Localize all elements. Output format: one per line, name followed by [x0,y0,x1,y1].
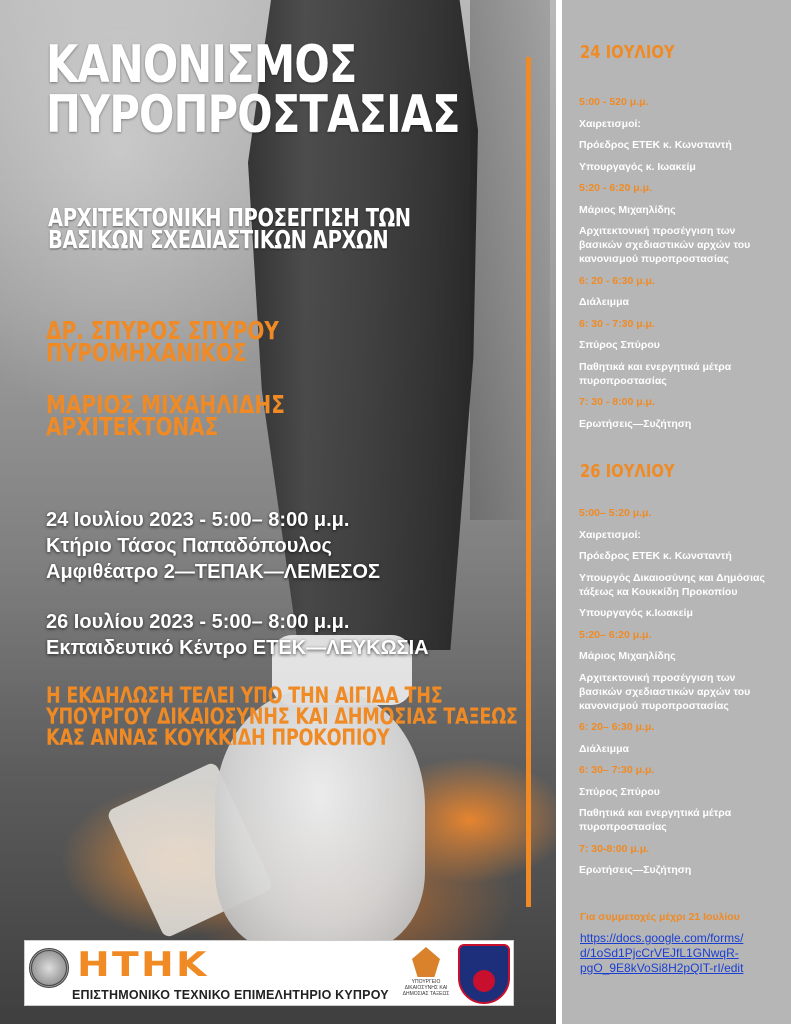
event-1-date: 24 Ιουλίου 2023 - 5:00– 8:00 μ.μ. [46,509,350,531]
schedule-time-slot: 5:00 - 520 μ.μ. [579,96,649,108]
registration-form-link[interactable]: https://docs.google.com/forms/ d/1oSd1PjcCrVEJfL1GNwqR- pgO_9E8kVoSi8H2pQIT-rI/edit [580,931,744,975]
fire-badge-emblem [473,970,495,992]
fire-service-badge-icon [458,944,510,1004]
event-1-building: Κτήριο Τάσος Παπαδόπουλος [46,535,332,557]
day-1-title: 24 ΙΟΥΛΙΟΥ [580,42,675,63]
divider-bar [526,57,531,907]
schedule-item: πυροπροστασίας [579,374,667,387]
schedule-item: Πρόεδρος ΕΤΕΚ κ. Κωνσταντή [579,139,732,151]
event-2-date: 26 Ιουλίου 2023 - 5:00– 8:00 μ.μ. [46,611,350,633]
schedule-item: Ερωτήσεις—Συζήτηση [579,864,692,876]
schedule-item: Υπουργαγός κ. Ιωακείμ [579,160,696,173]
auspice-line-1: Η ΕΚΔΗΛΩΣΗ ΤΕΛΕΙ ΥΠΟ ΤΗΝ ΑΙΓΙΔΑ ΤΗΣ [46,684,443,709]
event-1-details [46,507,380,585]
registration-note: Για συμμετοχές μέχρι 21 Ιουλίου [580,911,740,923]
day-2-title: 26 ΙΟΥΛΙΟΥ [580,461,675,482]
schedule-item: Αρχιτεκτονική προσέγγιση των [579,225,736,237]
speaker-1 [46,316,279,367]
speaker-2-name: ΜΑΡΙΟΣ ΜΙΧΑΗΛΙΔΗΣ [46,390,285,419]
schedule-time-slot: 5:20 - 6:20 μ.μ. [579,182,652,194]
schedule-item: Παθητικά και ενεργητικά μέτρα [579,360,732,373]
title-line-1: ΚΑΝΟΝΙΣΜΟΣ [46,35,357,95]
etek-logo-mark: ΗΤΗΚ [77,945,209,985]
schedule-item: Χαιρετισμοί: [579,117,641,130]
schedule-item: Ερωτήσεις—Συζήτηση [579,417,692,430]
ministry-logo-text: ΥΠΟΥΡΓΕΙΟ ΔΙΚΑΙΟΣΥΝΗΣ ΚΑΙ ΔΗΜΟΣΙΑΣ ΤΑΞΕΩΣ [402,979,450,997]
logo-strip [24,940,514,1006]
etek-full-name: ΕΠΙΣΤΗΜΟΝΙΚΟ ΤΕΧΝΙΚΟ ΕΠΙΜΕΛΗΤΗΡΙΟ ΚΥΠΡΟΥ [72,988,389,1002]
speaker-2 [46,390,285,441]
etek-seal-icon [29,948,69,988]
schedule-time-slot: 5:00– 5:20 μ.μ. [579,507,652,519]
title-line-2: ΠΥΡΟΠΡΟΣΤΑΣΙΑΣ [46,85,460,145]
schedule-time-slot: 7: 30 - 8:00 μ.μ. [579,396,655,408]
schedule-item: Μάριος Μιχαηλίδης [579,203,676,216]
event-2-venue: Εκπαιδευτικό Κέντρο ΕΤΕΚ—ΛΕΥΚΩΣΙΑ [46,637,429,659]
schedule-time-slot: 6: 20– 6:30 μ.μ. [579,721,655,733]
schedule-time-slot: 6: 30– 7:30 μ.μ. [579,764,655,776]
schedule-time-slot: 6: 20 - 6:30 μ.μ. [579,274,655,287]
schedule-time-slot: 5:20– 6:20 μ.μ. [579,628,652,641]
schedule-item: πυροπροστασίας [579,821,667,833]
subtitle-line-2: ΒΑΣΙΚΩΝ ΣΧΕΔΙΑΣΤΙΚΩΝ ΑΡΧΩΝ [48,225,389,254]
schedule-item: κανονισμού πυροπροστασίας [579,699,729,712]
schedule-item: κανονισμού πυροπροστασίας [579,253,729,265]
speaker-1-name: ΔΡ. ΣΠΥΡΟΣ ΣΠΥΡΟΥ [46,316,279,345]
schedule-time-slot: 7: 30-8:00 μ.μ. [579,842,650,855]
main-title [46,35,460,145]
schedule-item: Πρόεδρος ΕΤΕΚ κ. Κωνσταντή [579,550,732,562]
event-1-venue: Αμφιθέατρο 2—ΤΕΠΑΚ—ΛΕΜΕΣΟΣ [46,561,380,583]
schedule-panel [562,0,791,1024]
speaker-2-role: ΑΡΧΙΤΕΚΤΟΝΑΣ [46,412,219,441]
schedule-item: Μάριος Μιχαηλίδης [579,650,676,662]
event-2-details [46,609,429,661]
schedule-item: βασικών σχεδιαστικών αρχών του [579,685,751,698]
schedule-item: βασικών σχεδιαστικών αρχών του [579,239,751,251]
subtitle-line-1: ΑΡΧΙΤΕΚΤΟΝΙΚΗ ΠΡΟΣΕΓΓΙΣΗ ΤΩΝ [48,203,411,232]
schedule-item: Αρχιτεκτονική προσέγγιση των [579,671,736,684]
schedule-item: Υπουργαγός κ.Ιωακείμ [579,607,693,619]
cyprus-coat-of-arms-icon [412,947,440,977]
background-leg [470,0,550,520]
schedule-item: Σπύρος Σπύρου [579,339,660,351]
auspice-line-3: ΚΑΣ ΑΝΝΑΣ ΚΟΥΚΚΙΔΗ ΠΡΟΚΟΠΙΟΥ [46,726,390,751]
schedule-item: Διάλειμμα [579,296,629,308]
schedule-column [556,0,791,1024]
schedule-item: Παθητικά και ενεργητικά μέτρα [579,807,732,819]
schedule-item: τάξεως κα Κουκκίδη Προκοπίου [579,585,738,598]
schedule-time-slot: 6: 30 - 7:30 μ.μ. [579,317,655,330]
schedule-item: Υπουργός Δικαιοσύνης και Δημόσιας [579,571,765,584]
schedule-item: Διάλειμμα [579,742,629,755]
schedule-item: Χαιρετισμοί: [579,528,641,541]
auspice-line-2: ΥΠΟΥΡΓΟΥ ΔΙΚΑΙΟΣΥΝΗΣ ΚΑΙ ΔΗΜΟΣΙΑΣ ΤΑΞΕΩΣ [46,705,518,730]
auspice-notice [46,686,518,749]
subtitle [48,203,411,254]
schedule-item: Σπύρος Σπύρου [579,785,660,798]
speaker-1-role: ΠΥΡΟΜΗΧΑΝΙΚΟΣ [46,338,247,367]
